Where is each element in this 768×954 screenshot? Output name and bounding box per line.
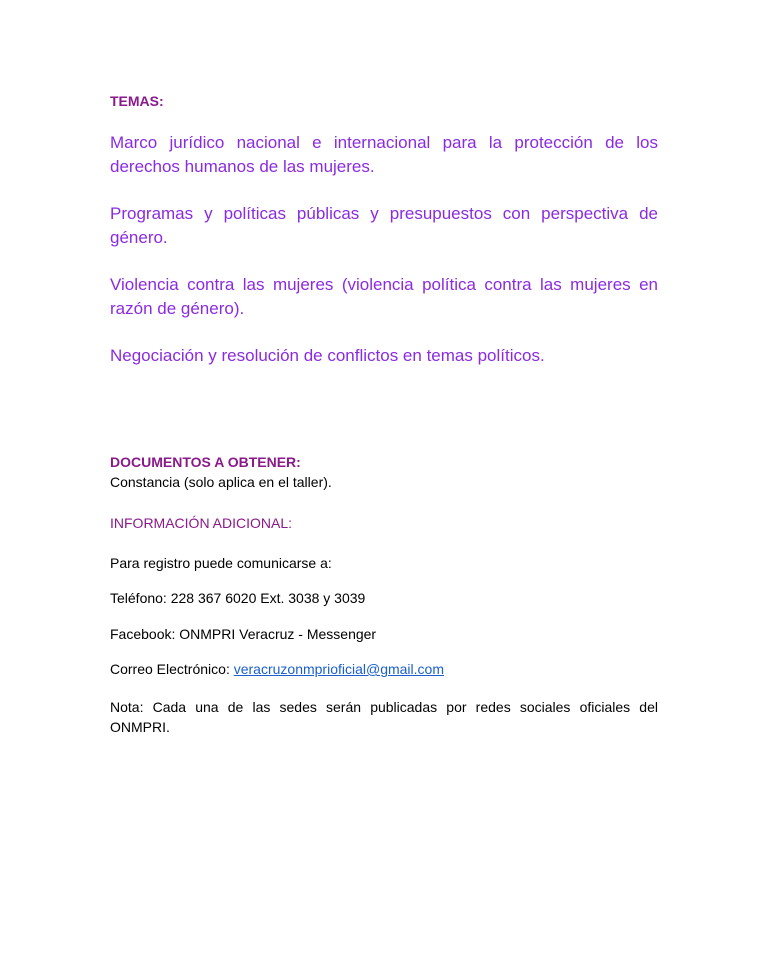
temas-heading: TEMAS: — [110, 93, 164, 109]
telefono-text: Teléfono: 228 367 6020 Ext. 3038 y 3039 — [110, 590, 366, 606]
documentos-heading: DOCUMENTOS A OBTENER: — [110, 454, 301, 470]
facebook-text: Facebook: ONMPRI Veracruz - Messenger — [110, 626, 377, 642]
tema-item: Negociación y resolución de conflictos en temas políticos. — [110, 346, 545, 365]
tema-item: Programas y políticas públicas y presupuestos con perspectiva de género. — [110, 204, 658, 247]
correo-line — [110, 661, 444, 677]
documentos-text: Constancia (solo aplica en el taller). — [110, 474, 332, 490]
informacion-heading: INFORMACIÓN ADICIONAL: — [110, 515, 293, 531]
nota-text: Nota: Cada una de las sedes serán publicadas por redes sociales oficiales del ONMPRI. — [110, 699, 658, 735]
tema-item: Violencia contra las mujeres (violencia política contra las mujeres en razón de género). — [110, 275, 658, 318]
email-link[interactable]: veracruzonmprioficial@gmail.com — [233, 661, 444, 677]
correo-label: Correo Electrónico: — [110, 661, 234, 677]
tema-item: Marco jurídico nacional e internacional para la protección de los derechos humanos de las mujeres. — [110, 133, 658, 176]
registro-text: Para registro puede comunicarse a: — [110, 555, 332, 571]
temas-list — [110, 131, 658, 391]
